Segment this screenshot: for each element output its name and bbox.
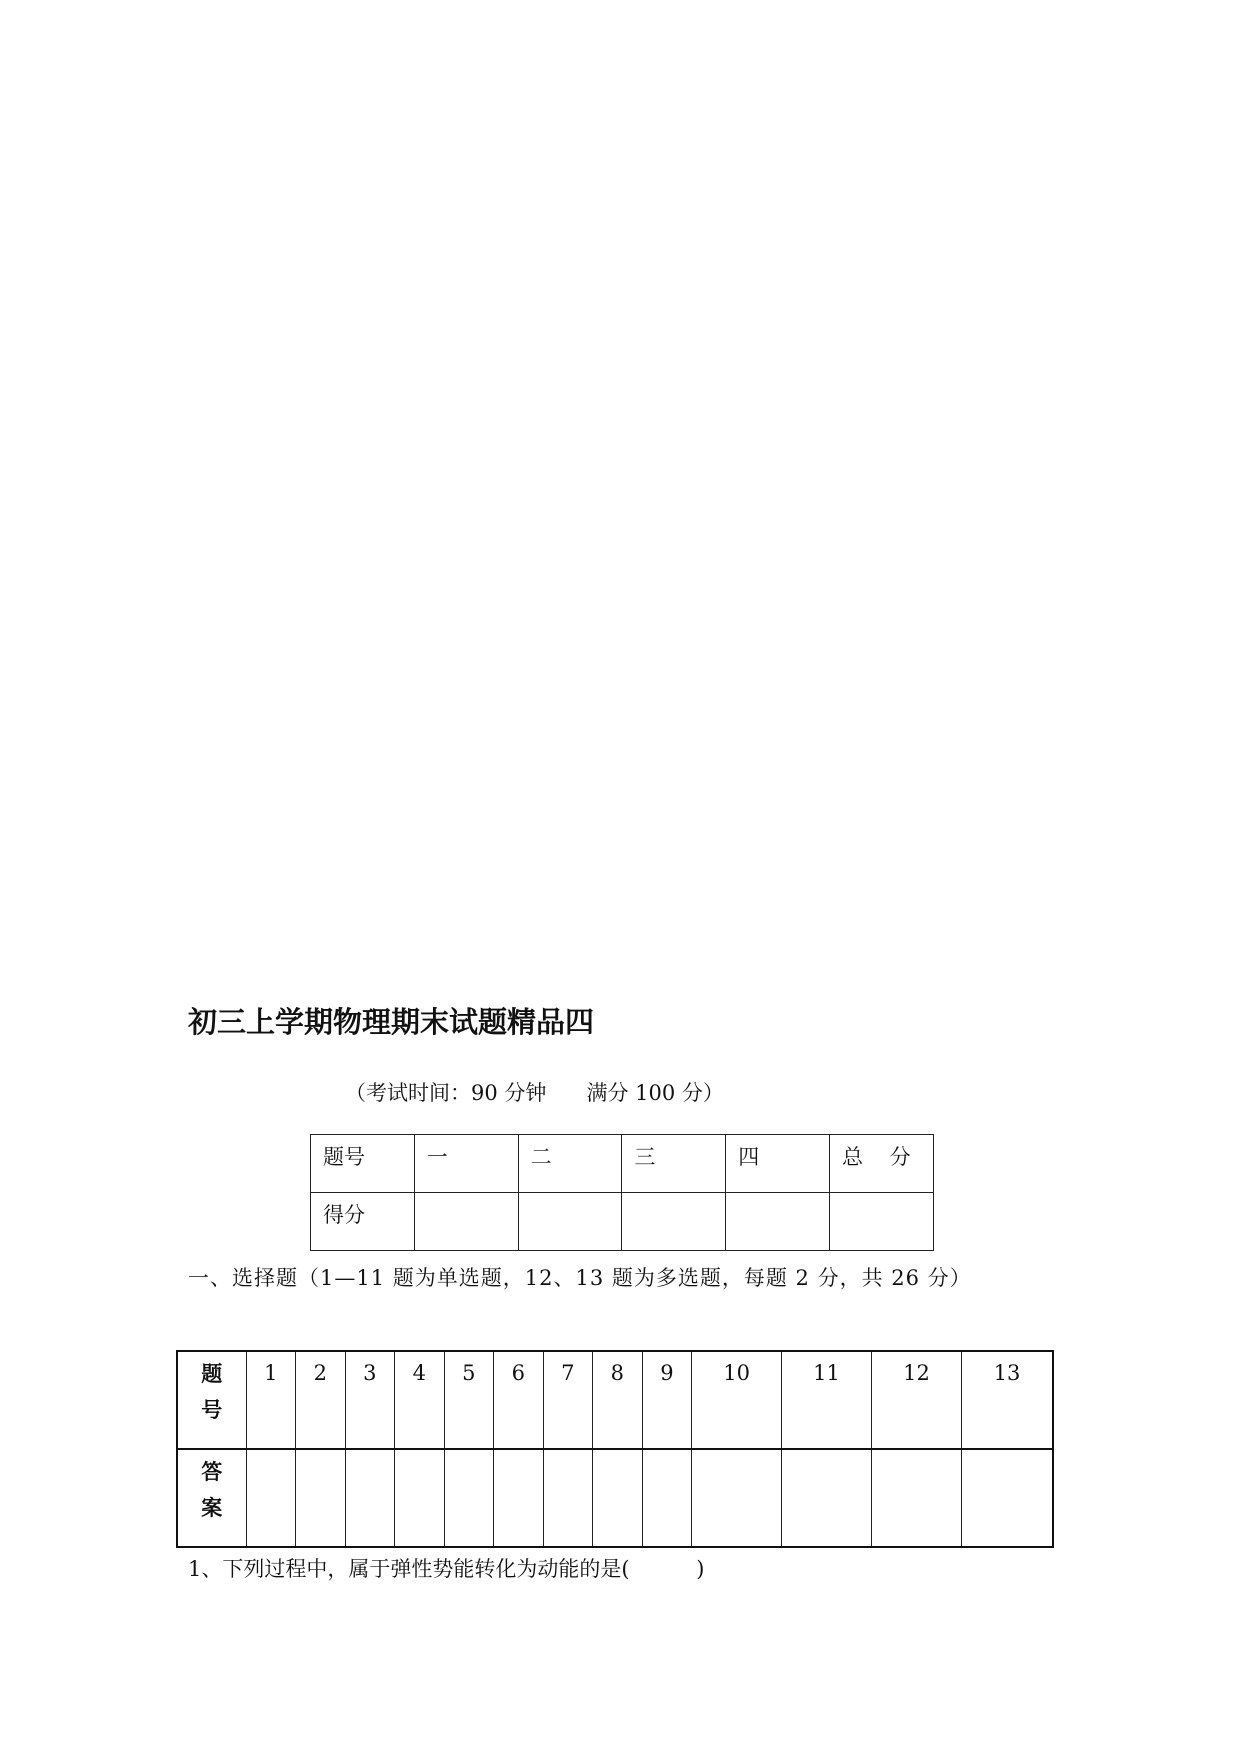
section-heading: 一、选择题（1—11 题为单选题，12、13 题为多选题，每题 2 分，共 26 分） (188, 1266, 972, 1290)
question-number-cell: 9 (642, 1351, 692, 1449)
score-cell (726, 1193, 830, 1251)
answer-cell (871, 1449, 961, 1547)
question-number-cell: 4 (395, 1351, 445, 1449)
question-number-cell: 10 (692, 1351, 782, 1449)
score-header-cell: 二 (518, 1135, 622, 1193)
score-header-cell: 题号 (311, 1135, 415, 1193)
question-number-cell: 13 (961, 1351, 1053, 1449)
question-number-cell: 7 (543, 1351, 593, 1449)
question-number-cell: 3 (345, 1351, 395, 1449)
score-header-cell: 三 (622, 1135, 726, 1193)
score-header-cell: 总 分 (829, 1135, 933, 1193)
score-header-cell: 一 (414, 1135, 518, 1193)
answer-cell (296, 1449, 346, 1547)
score-cell (518, 1193, 622, 1251)
answer-cell (782, 1449, 872, 1547)
answer-cell (395, 1449, 445, 1547)
score-header-cell: 四 (726, 1135, 830, 1193)
question-number-cell: 12 (871, 1351, 961, 1449)
number-row-label: 题 号 (177, 1351, 246, 1449)
answer-table-number-row (177, 1351, 1053, 1449)
question-number-cell: 8 (593, 1351, 643, 1449)
answer-table (176, 1350, 1054, 1548)
question-number-cell: 6 (494, 1351, 544, 1449)
question-number-cell: 1 (246, 1351, 296, 1449)
answer-table-answer-row (177, 1449, 1053, 1547)
score-table-header-row (311, 1135, 934, 1193)
answer-cell (692, 1449, 782, 1547)
question-number-cell: 5 (444, 1351, 494, 1449)
score-cell (829, 1193, 933, 1251)
answer-row-label: 答 案 (177, 1449, 246, 1547)
answer-cell (246, 1449, 296, 1547)
score-table-score-row (311, 1193, 934, 1251)
answer-cell (345, 1449, 395, 1547)
answer-cell (961, 1449, 1053, 1547)
answer-cell (642, 1449, 692, 1547)
answer-cell (444, 1449, 494, 1547)
answer-cell (543, 1449, 593, 1547)
exam-info: （考试时间：90 分钟 满分 100 分） (345, 1081, 724, 1105)
answer-cell (494, 1449, 544, 1547)
score-cell (622, 1193, 726, 1251)
score-cell (414, 1193, 518, 1251)
answer-cell (593, 1449, 643, 1547)
score-table (310, 1134, 934, 1251)
score-row-label: 得分 (311, 1193, 415, 1251)
question-number-cell: 11 (782, 1351, 872, 1449)
question-1: 1、下列过程中，属于弹性势能转化为动能的是( ) (188, 1557, 705, 1581)
question-number-cell: 2 (296, 1351, 346, 1449)
page-title: 初三上学期物理期末试题精品四 (188, 1005, 595, 1039)
